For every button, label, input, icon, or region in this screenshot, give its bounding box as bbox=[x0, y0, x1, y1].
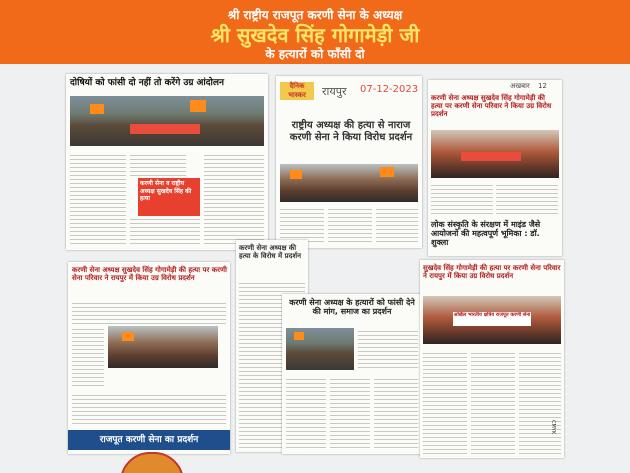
highlight-box: करणी सेना व राष्ट्रीय अध्यक्ष सुखदेव सिंह की हत्या bbox=[138, 178, 200, 216]
date-label: 07-12-2023 bbox=[360, 84, 419, 95]
clip-center-bottom-headline: करणी सेना अध्यक्ष के हत्यारों को फांसी देने की मांग, समाज का प्रदर्शन bbox=[289, 298, 415, 317]
banner-line-3: के हत्यारों को फाँसी दो bbox=[265, 47, 365, 61]
protest-photo bbox=[70, 96, 264, 146]
protest-photo bbox=[280, 164, 418, 202]
article-text bbox=[330, 376, 370, 450]
top-banner bbox=[0, 0, 630, 64]
article-text bbox=[72, 392, 226, 424]
photo-caption: राजपूत करणी सेना का प्रदर्शन bbox=[68, 430, 230, 450]
clip-top-left-headline: दोषियों को फांसी दो नहीं तो करेंगे उग्र आंदोलन bbox=[70, 78, 224, 88]
clip-center-bottom bbox=[282, 294, 422, 454]
article-text bbox=[358, 328, 418, 370]
article-text bbox=[328, 206, 372, 244]
clip-left-middle bbox=[68, 262, 230, 454]
clip-middle-strip-headline: करणी सेना अध्यक्ष की हत्या के विरोध में प्रदर्शन bbox=[239, 244, 301, 261]
protest-banner: अखिल भारतीय क्षत्रिय राजपूत करणी सेना bbox=[453, 312, 531, 326]
article-text bbox=[423, 350, 467, 454]
article-text bbox=[72, 300, 226, 324]
clip-top-right-bottom-headline: लोक संस्कृति के संरक्षण में माइंड जैसे आयोजनों की महत्वपूर्ण भूमिका : डॉ. शुक्ला bbox=[431, 220, 541, 248]
protest-photo bbox=[431, 130, 559, 178]
article-text bbox=[72, 326, 104, 388]
page-label: अखबार bbox=[510, 82, 530, 90]
clip-top-right bbox=[428, 80, 562, 256]
article-text bbox=[496, 182, 558, 214]
article-text bbox=[431, 182, 493, 214]
article-text bbox=[471, 350, 515, 454]
clip-bhaskar-headline: राष्ट्रीय अध्यक्ष की हत्या से नाराज करणी सेना ने किया विरोध प्रदर्शन bbox=[289, 120, 413, 143]
page-number: 12 bbox=[538, 82, 547, 90]
banner-line-2: श्री सुखदेव सिंह गोगामेड़ी जी bbox=[210, 23, 420, 47]
protest-photo bbox=[286, 328, 354, 370]
clip-right-bottom bbox=[420, 260, 564, 458]
newspaper-logo: दैनिक भास्कर bbox=[280, 82, 314, 100]
article-text bbox=[70, 152, 126, 246]
cmyk-mark: CMYK bbox=[550, 420, 556, 435]
article-text bbox=[280, 206, 324, 244]
clip-dainik-bhaskar bbox=[276, 76, 422, 248]
article-text bbox=[286, 376, 326, 450]
emblem-decoration bbox=[120, 452, 184, 473]
article-text bbox=[204, 152, 264, 246]
article-text bbox=[519, 350, 561, 454]
clip-top-left bbox=[66, 74, 268, 250]
article-text bbox=[374, 376, 418, 450]
clip-left-middle-headline: करणी सेना अध्यक्ष सुखदेव सिंह गोगामेड़ी की हत्या पर करणी सेना परिवार ने रायपुर में किया उग्र विरोध प्रदर्शन bbox=[72, 266, 227, 283]
city-label: रायपुर bbox=[322, 85, 347, 98]
protest-photo bbox=[108, 326, 218, 368]
article-text bbox=[376, 206, 418, 244]
banner-line-1: श्री राष्ट्रीय राजपूत करणी सेना के अध्यक्ष bbox=[227, 8, 403, 22]
protest-photo bbox=[423, 296, 561, 344]
article-text bbox=[130, 152, 186, 176]
clip-top-right-headline: करणी सेना अध्यक्ष सुखदेव सिंह गोगामेड़ी की हत्या पर करणी सेना परिवार ने किया उग्र विरोध प्रदर्शन bbox=[431, 94, 552, 119]
clip-right-bottom-headline: सुखदेव सिंह गोगामेड़ी की हत्या पर करणी सेना परिवार ने रायपुर में किया उग्र विरोध प्रदर्शन bbox=[423, 264, 561, 281]
article-text bbox=[130, 216, 200, 246]
